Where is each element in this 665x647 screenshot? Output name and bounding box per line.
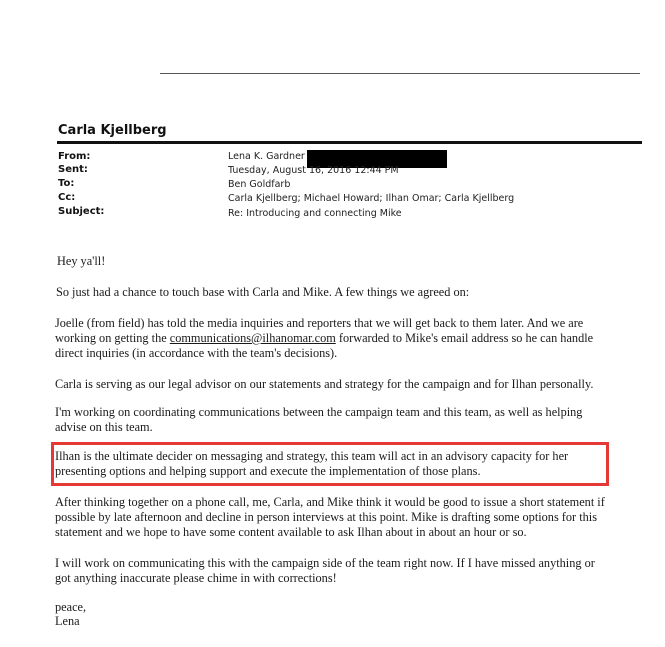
closing-salutation: peace,: [55, 600, 87, 614]
header-divider: [57, 141, 642, 144]
paragraph-legal-advisor: Carla is serving as our legal advisor on our statements and strategy for the campaign and for Ilhan personally.: [55, 377, 594, 391]
signature: Lena: [55, 614, 80, 628]
paragraph-statement-line-3: statement and we hope to have some content available to ask Ilhan about in about an hour or so.: [55, 525, 527, 539]
to-label: To:: [58, 178, 75, 189]
paragraph-media-line-3: direct inquiries (in accordance with the team's decisions).: [55, 346, 338, 360]
paragraph-coordination-line-1: I'm working on coordinating communications between the campaign team and this team, as well as helping: [55, 405, 583, 419]
from-label: From:: [58, 151, 91, 162]
paragraph-statement-line-2: possible by late afternoon and decline in person interviews at this point. Mike is drafting some options for this: [55, 510, 597, 524]
greeting: Hey ya'll!: [57, 254, 106, 268]
cc-value: Carla Kjellberg; Michael Howard; Ilhan Omar; Carla Kjellberg: [228, 193, 515, 204]
sent-label: Sent:: [58, 164, 88, 175]
paragraph-agreements-intro: So just had a chance to touch base with Carla and Mike. A few things we agreed on:: [56, 285, 470, 299]
paragraph-media-line-1: Joelle (from field) has told the media inquiries and reporters that we will get back to them later. And we are: [55, 316, 584, 330]
sent-value: Tuesday, August 16, 2016 12:44 PM: [228, 165, 399, 176]
from-value: Lena K. Gardner: [228, 151, 305, 162]
mailbox-owner-name: Carla Kjellberg: [58, 123, 167, 138]
paragraph-closing-line-2: got anything inaccurate please chime in with corrections!: [55, 571, 337, 585]
to-value: Ben Goldfarb: [228, 179, 291, 190]
email-link[interactable]: communications@ilhanomar.com: [169, 331, 336, 345]
subject-value: Re: Introducing and connecting Mike: [228, 208, 402, 219]
subject-label: Subject:: [58, 206, 105, 217]
paragraph-decider-line-1: Ilhan is the ultimate decider on messaging and strategy, this team will act in an advisory capacity for her: [55, 449, 569, 463]
paragraph-coordination-line-2: advise on this team.: [55, 420, 153, 434]
paragraph-closing-line-1: I will work on communicating this with the campaign side of the team right now. If I have missed anything or: [55, 556, 595, 570]
highlight-box: [51, 442, 609, 486]
top-divider: [160, 73, 640, 74]
paragraph-media-line-2: working on getting the communications@ilhanomar.com forwarded to Mike's email address so he can handle: [55, 331, 594, 345]
paragraph-decider-line-2: presenting options and helping support and execute the implementation of those plans.: [55, 464, 481, 478]
paragraph-statement-line-1: After thinking together on a phone call, me, Carla, and Mike think it would be good to issue a short statement if: [55, 495, 605, 509]
cc-label: Cc:: [58, 192, 76, 203]
